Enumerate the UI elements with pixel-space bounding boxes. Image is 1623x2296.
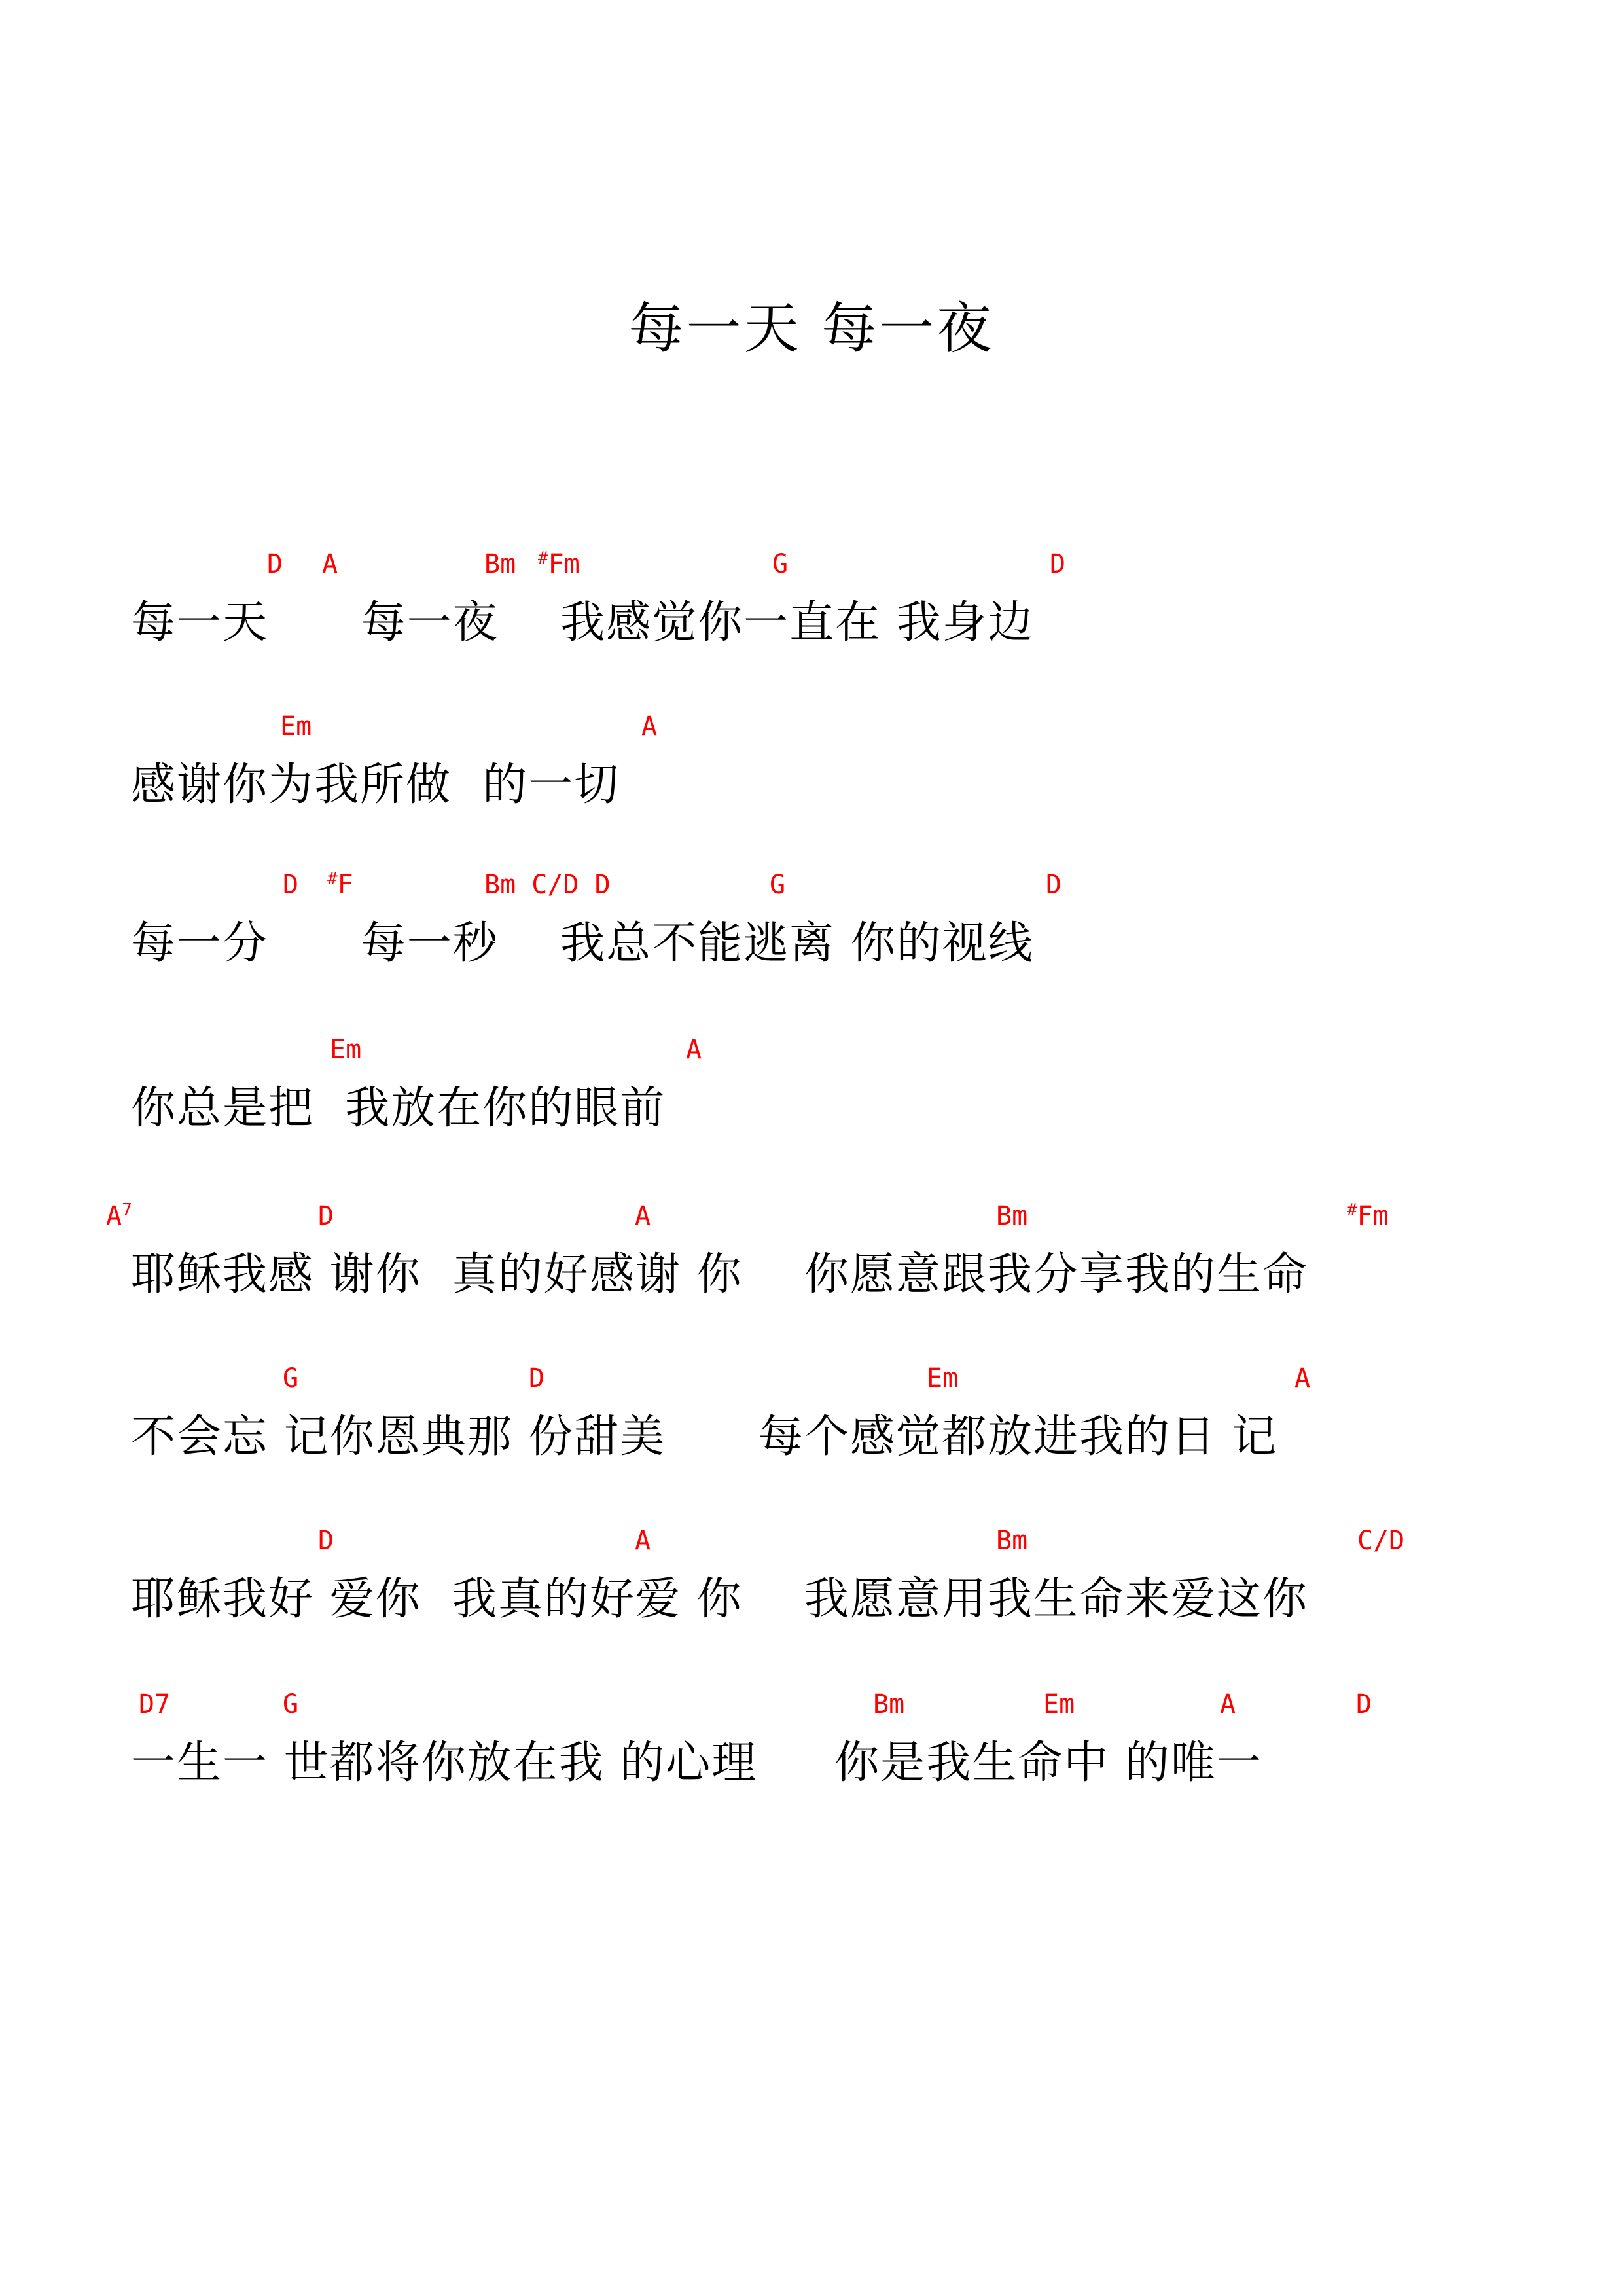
- chord: A: [686, 1035, 702, 1065]
- lyric-line-5: [0, 1200, 1623, 1338]
- lyric-text: 你总是把 我放在你的眼前: [131, 1083, 666, 1134]
- chord: G: [772, 549, 789, 579]
- chord: Bm: [996, 1201, 1028, 1231]
- lyric-text: 耶稣我好 爱你 我真的好爱 你 我愿意用我生命来爱这你: [131, 1573, 1308, 1625]
- chord: $A^7$: [106, 1200, 132, 1231]
- chord: D7: [139, 1689, 171, 1719]
- chord: C/D: [1357, 1526, 1405, 1556]
- chord: A: [635, 1201, 651, 1231]
- chord: Em: [927, 1363, 959, 1393]
- lyric-line-8: [0, 1689, 1623, 1826]
- chord: G: [283, 1689, 299, 1719]
- sharp-sign: #: [327, 869, 338, 889]
- lyric-line-3: [0, 869, 1623, 1007]
- chord: Em: [330, 1035, 362, 1065]
- chord: G: [770, 870, 786, 900]
- chord: A: [641, 711, 658, 742]
- chord: #F: [327, 869, 353, 900]
- lyric-text: 每一天 每一夜 我感觉你一直在 我身边: [131, 597, 1034, 649]
- sharp-sign: #: [538, 548, 548, 568]
- chord: D: [283, 870, 299, 900]
- chord: D: [529, 1363, 545, 1393]
- chord: A: [1220, 1689, 1236, 1719]
- chord: #Fm: [1347, 1200, 1389, 1231]
- chord: D: [318, 1526, 334, 1556]
- chord: D: [1356, 1689, 1372, 1719]
- lyric-line-4: [0, 1034, 1623, 1172]
- lyric-line-2: [0, 711, 1623, 848]
- chord: Em: [1043, 1689, 1075, 1719]
- chord: D: [1046, 870, 1062, 900]
- chord: D: [1050, 549, 1066, 579]
- lyric-text: 每一分 每一秒 我总不能逃离 你的视线: [131, 918, 1034, 969]
- chord: Em: [280, 711, 312, 742]
- lyric-line-1: [0, 548, 1623, 686]
- lyric-line-7: [0, 1525, 1623, 1662]
- chord: A: [635, 1526, 651, 1556]
- lyric-line-6: [0, 1363, 1623, 1500]
- chord: D: [267, 549, 283, 579]
- chord: G: [283, 1363, 299, 1393]
- song-title: 每一天 每一夜: [628, 296, 995, 361]
- chord-superscript: 7: [122, 1200, 132, 1220]
- lyric-text: 感谢你为我所做 的一切: [131, 759, 620, 811]
- chord: Bm: [484, 549, 516, 579]
- chord: A: [1294, 1363, 1311, 1393]
- chord: D: [318, 1201, 334, 1231]
- chord: A: [322, 549, 338, 579]
- chord: Bm: [996, 1526, 1028, 1556]
- chord: #Fm: [538, 548, 580, 579]
- sharp-sign: #: [1347, 1200, 1357, 1220]
- lyric-text: 一生一 世都将你放在我 的心理 你是我生命中 的唯一: [131, 1737, 1262, 1789]
- chord: Bm: [873, 1689, 905, 1719]
- lyric-text: 耶稣我感 谢你 真的好感谢 你 你愿意跟我分享我的生命: [131, 1249, 1308, 1300]
- lyric-text: 不会忘 记你恩典那 份甜美 每个感觉都放进我的日 记: [131, 1411, 1278, 1463]
- chord: Bm C/D D: [484, 870, 611, 900]
